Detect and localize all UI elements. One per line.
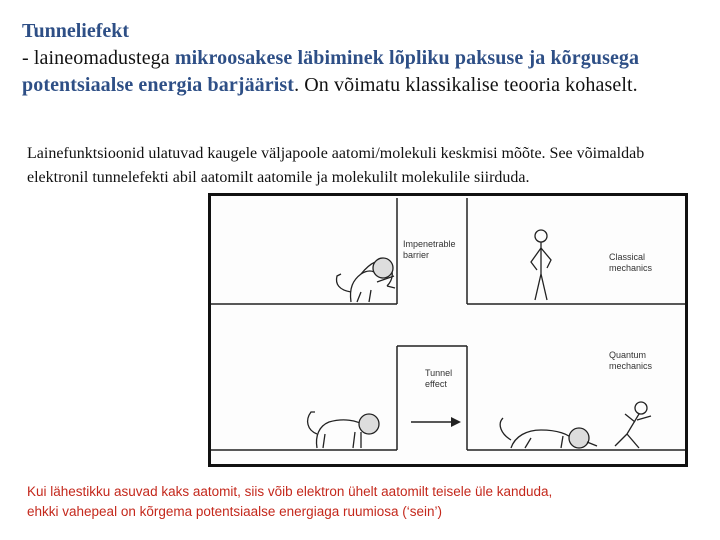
description-paragraph: Lainefunktsioonid ulatuvad kaugele väljapoole aatomi/molekuli keskmisi mõõte. See võimaldab elektronil tunnelefekti abil aatomilt aatomile ja molekulilt molekulile siirduda. bbox=[27, 145, 645, 186]
label-tunnel-effect: Tunnel effect bbox=[425, 368, 453, 389]
intro-paragraph bbox=[22, 45, 712, 98]
slide-title: Tunneliefekt bbox=[22, 20, 130, 42]
label-impenetrable-barrier: Impenetrable barrier bbox=[403, 239, 456, 260]
man-fleeing-icon bbox=[615, 402, 651, 448]
tunnel-arrow-icon bbox=[411, 417, 461, 427]
intro-highlight: mikroosakese läbiminek lõpliku paksuse ja kõrgusega potentsiaalse energia barjäärist bbox=[22, 47, 640, 96]
intro-text-start: - laineomadustega bbox=[22, 47, 175, 69]
lion-approaching-icon bbox=[308, 412, 379, 448]
intro-text-end: . On võimatu klassikalise teooria kohaselt. bbox=[294, 73, 638, 96]
footer-line-2: ehkki vahepeal on kõrgema potentsiaalse energiaga ruumiosa (‘sein’) bbox=[27, 504, 442, 519]
illustration-drawing bbox=[211, 196, 685, 464]
man-classical-icon bbox=[531, 230, 551, 300]
footer-line-1: Kui lähestikku asuvad kaks aatomit, siis võib elektron ühelt aatomilt teisele üle kanduda, bbox=[27, 484, 553, 499]
label-quantum-mechanics: Quantum mechanics bbox=[609, 350, 653, 371]
lion-tunneled-icon bbox=[500, 418, 597, 448]
label-classical-mechanics: Classical mechanics bbox=[609, 252, 653, 273]
footer-note bbox=[27, 482, 717, 522]
lion-classical-icon bbox=[337, 258, 395, 302]
tunnel-effect-illustration bbox=[208, 193, 688, 467]
